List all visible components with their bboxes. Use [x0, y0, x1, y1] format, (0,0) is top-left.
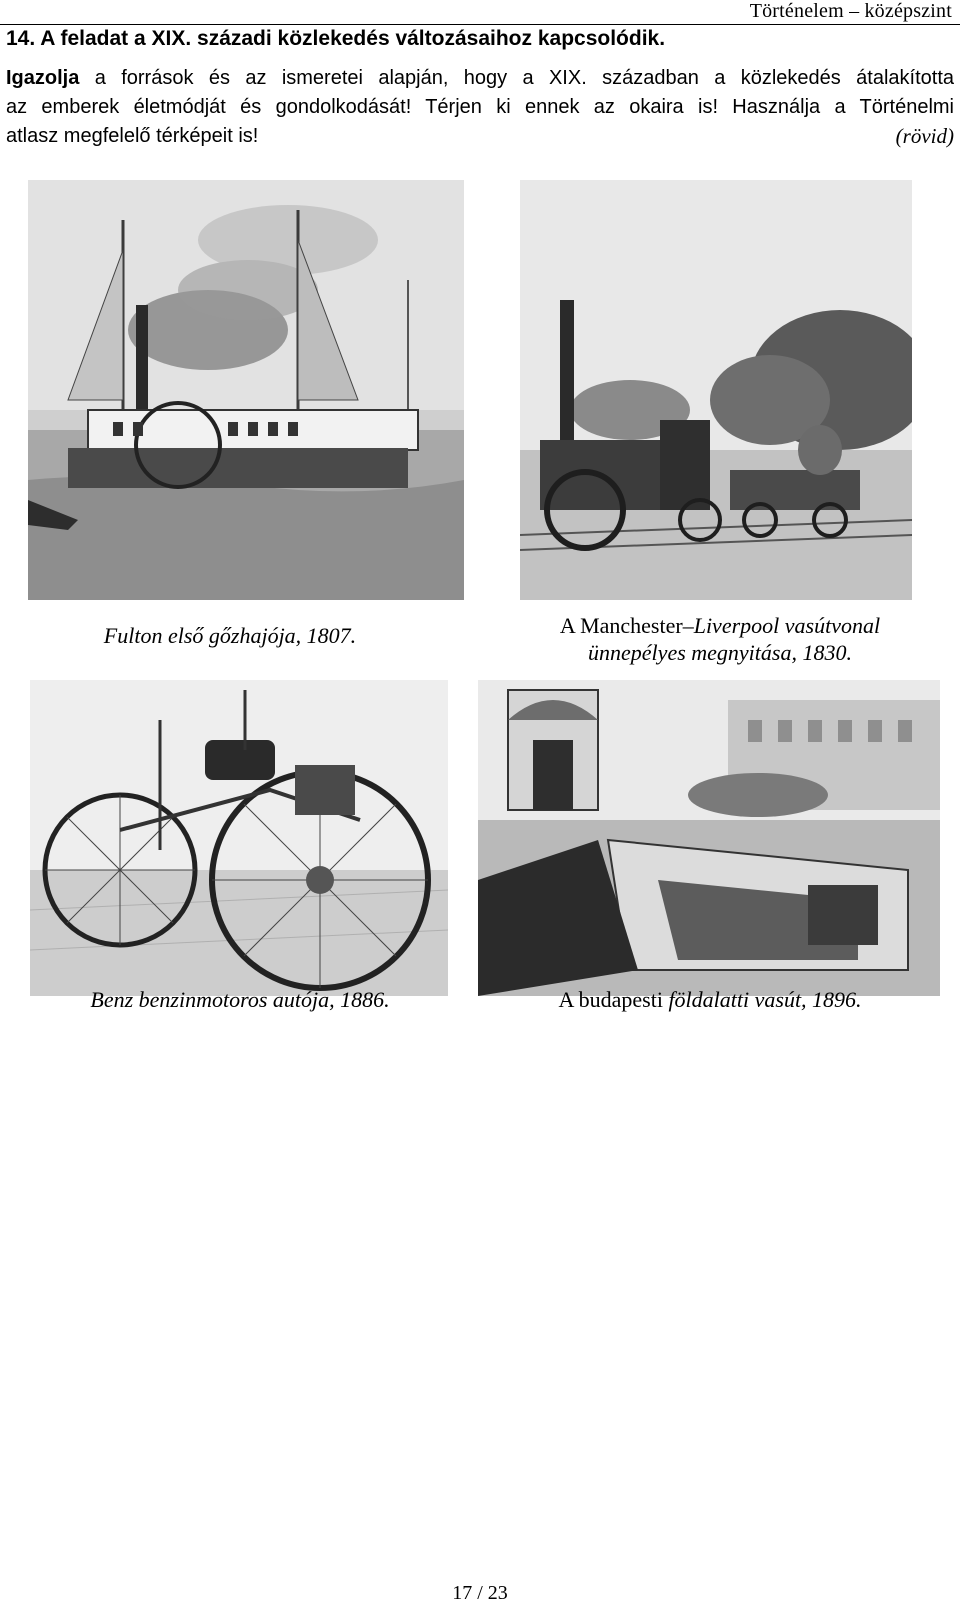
- instruction-line-1: [6, 64, 954, 93]
- page-number: 17 / 23: [452, 1582, 508, 1604]
- instruction-line-2: az emberek életmódját és gondolkodását! Térjen ki ennek az okaira is! Használja a Történelmi: [6, 96, 954, 118]
- caption-underground-prefix: A budapesti: [558, 987, 669, 1012]
- underground-railway-photo: [478, 680, 940, 996]
- railway-photo: [520, 180, 912, 600]
- steamboat-photo: [28, 180, 464, 600]
- caption-benz-text: Benz benzinmotoros autója, 1886.: [90, 987, 390, 1012]
- header-rule: [0, 24, 960, 25]
- instruction-bold-verb: Igazolja: [6, 67, 80, 89]
- caption-steamboat: [60, 622, 400, 649]
- instruction-line-3: [6, 122, 954, 151]
- task-instructions: [6, 64, 954, 151]
- caption-railway: [500, 612, 940, 666]
- answer-length-hint: (rövid): [895, 124, 954, 148]
- task-title: 14. A feladat a XIX. századi közlekedés változásaihoz kapcsolódik.: [6, 27, 666, 50]
- caption-steamboat-text: Fulton első gőzhajója, 1807.: [103, 623, 357, 648]
- caption-underground: [480, 986, 940, 1013]
- caption-railway-prefix: A Manchester–: [559, 613, 694, 638]
- instruction-line-1-rest: a források és az ismeretei alapján, hogy a XIX. században a közlekedés átalakította: [79, 67, 954, 89]
- caption-railway-italic: Liverpool vasútvonal: [693, 613, 881, 638]
- instruction-line-3-text: atlasz megfelelő térképeit is!: [6, 125, 259, 147]
- caption-railway-line2: ünnepélyes megnyitása, 1830.: [588, 640, 852, 665]
- caption-benz: [40, 986, 440, 1013]
- benz-car-photo: [30, 680, 448, 996]
- subject-level-header: Történelem – középszint: [749, 0, 952, 22]
- caption-underground-italic: földalatti vasút, 1896.: [668, 987, 862, 1012]
